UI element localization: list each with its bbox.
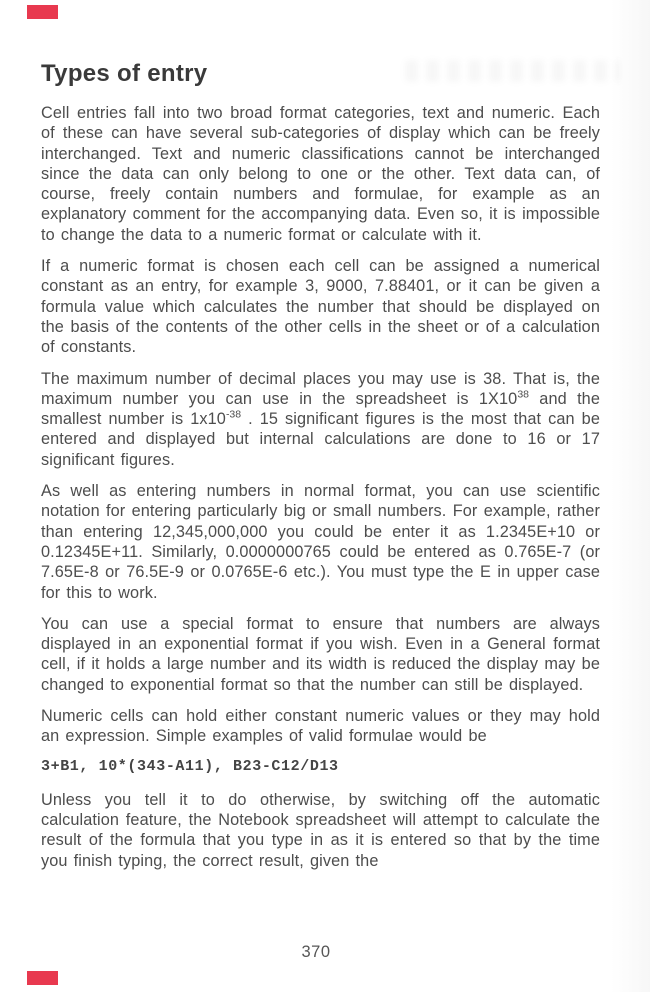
paragraph: The maximum number of decimal places you may use is 38. That is, the maximum number you can use in the spreadsheet is $1X10^{38}$ and the smallest number is $1x10^{-38}$ . 15 significant figures is the most that can be entered and displayed but internal calculations are done to 16 or 17 significant figures.	[41, 369, 600, 469]
scan-registration-mark-bottom	[27, 971, 58, 985]
article-body	[41, 103, 600, 871]
formula-example-line: 3+B1, 10*(343-A11), B23-C12/D13	[41, 757, 339, 775]
paragraph: Cell entries fall into two broad format categories, text and numeric. Each of these can have several sub-categories of display which can be freely interchanged. Text and numeric classifications cannot be interchanged since the data can only belong to one or the other. Text data can, of course, freely contain numbers and formulae, for example as an explanatory comment for the accompanying data. Even so, it is impossible to change the data to a numeric format or calculate with it.	[41, 104, 600, 244]
paragraph: Numeric cells can hold either constant numeric values or they may hold an expression. Simple examples of valid formulae would be	[41, 707, 600, 746]
paragraph: You can use a special format to ensure that numbers are always displayed in an exponential format if you wish. Even in a General format cell, if it holds a large number and its width is reduced the display may be changed to exponential format so that the number can still be displayed.	[41, 614, 600, 694]
paragraph: If a numeric format is chosen each cell can be assigned a numerical constant as an entry, for example 3, 9000, 7.88401, or it can be given a formula value which calculates the number that should be displayed on the basis of the contents of the other cells in the sheet or of a calculation of constants.	[41, 257, 600, 357]
paragraph: Unless you tell it to do otherwise, by switching off the automatic calculation feature, the Notebook spreadsheet will attempt to calculate the result of the formula that you type in as it is entered so that by the time you finish typing, the correct result, given the	[41, 790, 600, 870]
page-number: 370	[301, 943, 331, 961]
page-title: Types of entry	[41, 60, 208, 87]
paragraph: As well as entering numbers in normal format, you can use scientific notation for entering particularly big or small numbers. For example, rather than entering 12,345,000,000 you could be enter it as 1.2345E+10 or 0.12345E+11. Similarly, 0.0000000765 could be entered as 0.765E-7 (or 7.65E-8 or 76.5E-9 or 0.0765E-6 etc.). You must type the E in upper case for this to work.	[41, 482, 600, 602]
